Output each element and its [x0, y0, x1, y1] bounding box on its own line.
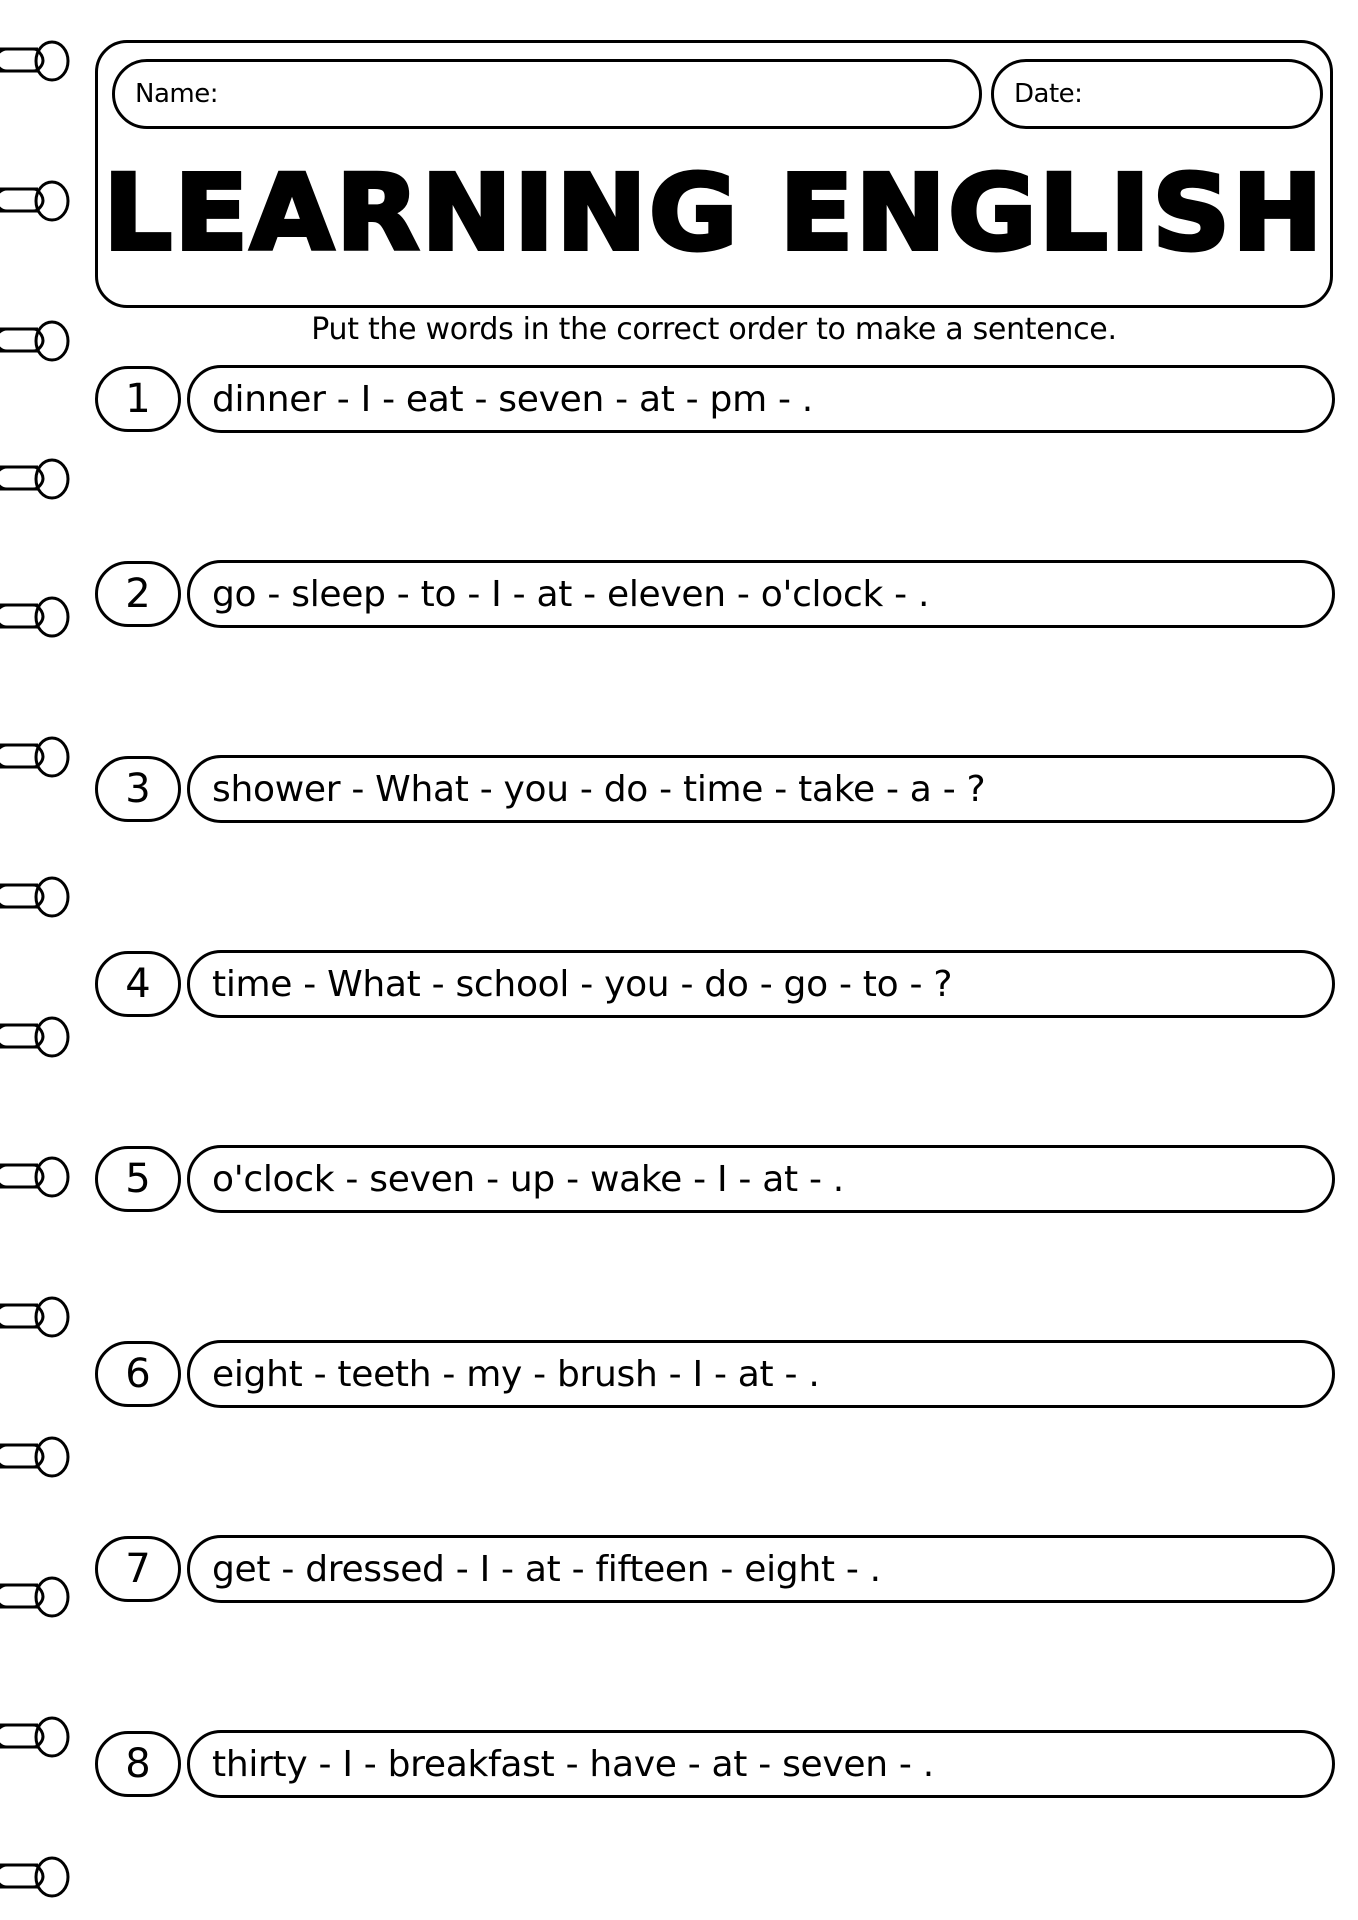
- name-label: Name:: [135, 79, 218, 109]
- spiral-ring-icon: [0, 876, 72, 918]
- instruction-text: Put the words in the correct order to make a sentence.: [311, 312, 1117, 347]
- page-title: LEARNING ENGLISH: [103, 152, 1325, 274]
- exercise-words: thirty - I - breakfast - have - at - seven - .: [187, 1730, 1335, 1798]
- spiral-ring-icon: [0, 1716, 72, 1758]
- spiral-ring-icon: [0, 1436, 72, 1478]
- exercise-row: [95, 365, 1335, 433]
- spiral-ring-icon: [0, 596, 72, 638]
- exercise-words: eight - teeth - my - brush - I - at - .: [187, 1340, 1335, 1408]
- spiral-ring-icon: [0, 1016, 72, 1058]
- exercise-number: 6: [95, 1341, 181, 1407]
- spiral-ring-icon: [0, 1856, 72, 1898]
- exercise-number: 2: [95, 561, 181, 627]
- exercise-row: [95, 1340, 1335, 1408]
- exercise-row: [95, 560, 1335, 628]
- exercise-words: o'clock - seven - up - wake - I - at - .: [187, 1145, 1335, 1213]
- spiral-ring-icon: [0, 320, 72, 362]
- spiral-ring-icon: [0, 736, 72, 778]
- exercise-number: 3: [95, 756, 181, 822]
- spiral-ring-icon: [0, 180, 72, 222]
- date-label: Date:: [1014, 79, 1083, 109]
- exercise-row: [95, 1145, 1335, 1213]
- name-field[interactable]: [112, 59, 982, 129]
- exercise-number: 5: [95, 1146, 181, 1212]
- exercise-row: [95, 755, 1335, 823]
- exercise-words: time - What - school - you - do - go - to - ?: [187, 950, 1335, 1018]
- spiral-ring-icon: [0, 458, 72, 500]
- exercise-row: [95, 950, 1335, 1018]
- exercise-number: 4: [95, 951, 181, 1017]
- exercise-number: 8: [95, 1731, 181, 1797]
- worksheet-header: [95, 40, 1333, 308]
- exercise-row: [95, 1535, 1335, 1603]
- exercise-words: shower - What - you - do - time - take - a - ?: [187, 755, 1335, 823]
- exercise-words: get - dressed - I - at - fifteen - eight - .: [187, 1535, 1335, 1603]
- spiral-ring-icon: [0, 1296, 72, 1338]
- exercise-words: dinner - I - eat - seven - at - pm - .: [187, 365, 1335, 433]
- exercise-number: 7: [95, 1536, 181, 1602]
- spiral-ring-icon: [0, 1576, 72, 1618]
- spiral-ring-icon: [0, 40, 72, 82]
- exercise-number: 1: [95, 366, 181, 432]
- exercise-words: go - sleep - to - I - at - eleven - o'clock - .: [187, 560, 1335, 628]
- exercise-row: [95, 1730, 1335, 1798]
- date-field[interactable]: [991, 59, 1323, 129]
- spiral-ring-icon: [0, 1156, 72, 1198]
